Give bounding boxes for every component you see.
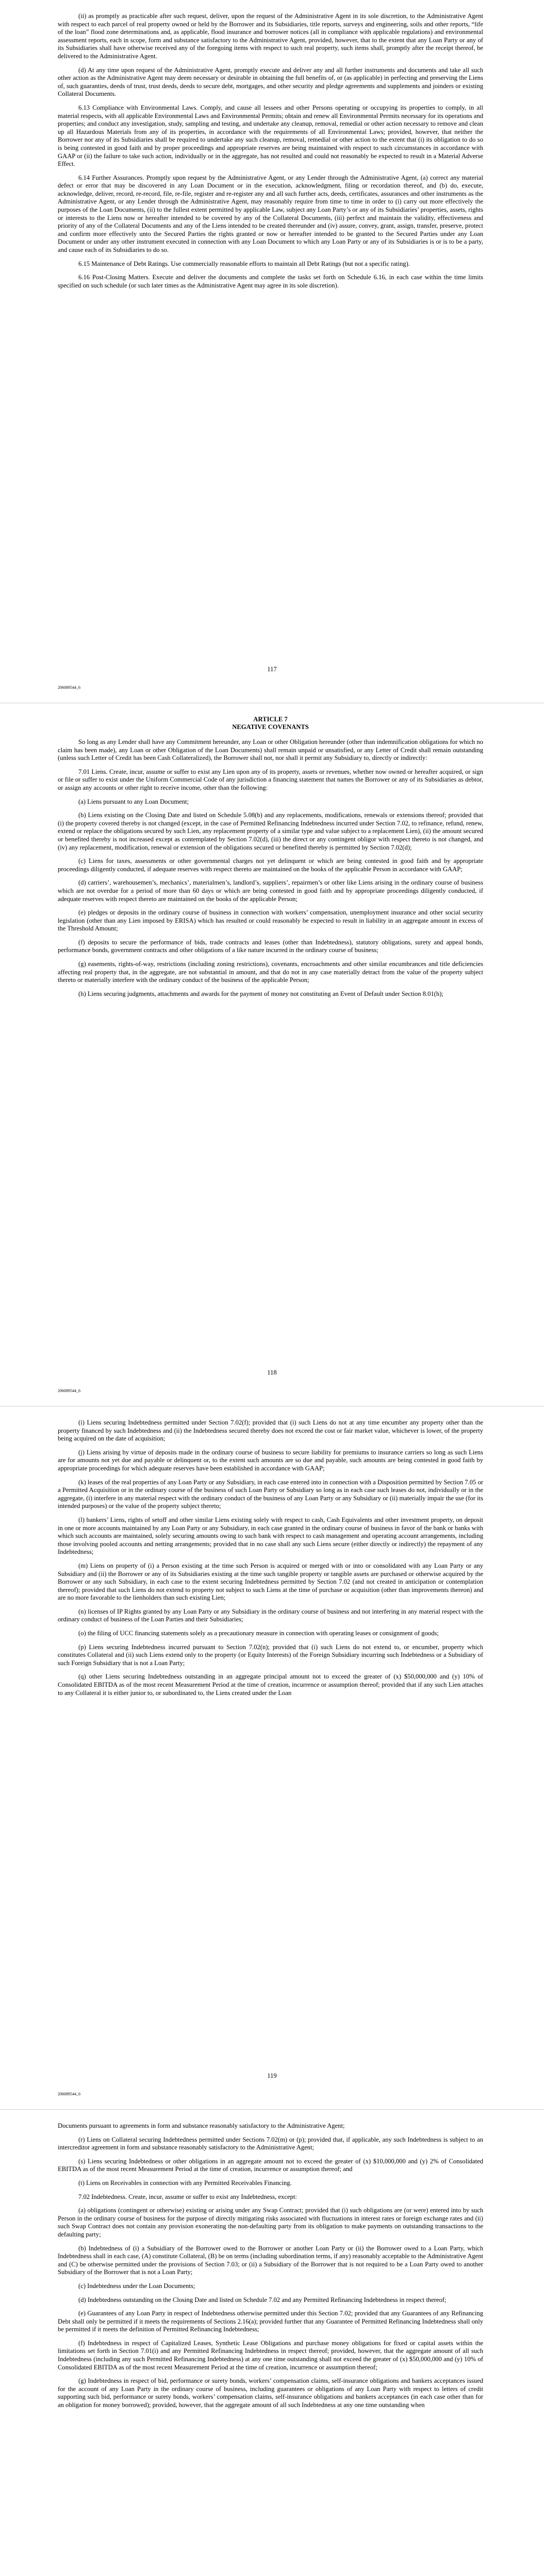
list-item: (c) Indebtedness under the Loan Documents; [78,2282,195,2290]
list-item: (k) leases of the real properties of any Loan Party or any Subsidiary, in each case entered into in connection with a Disposition permitted by Section 7.05 or a Permitted Acquisition or in the ordinary course of the business of such Loan Party or Subsidiary so long as in each case such leases do not, individually or in the aggregate, (i) interfere in any material respect with the ordinary conduct of the business of any Loan Party or any Subsidiary or (ii) materially impair the use (for its intended purposes) or the value of the property subject thereto; [58,1478,483,1510]
section-6-15: 6.15 Maintenance of Debt Ratings. Use commercially reasonable efforts to maintain all Debt Ratings (but not a specific rating). [78,260,410,267]
list-item: (f) Indebtedness in respect of Capitalized Leases, Synthetic Lease Obligations and purchase money obligations for fixed or capital assets within the limitations set forth in Section 7.01(i) and any Permitted Refinancing Indebtedness in respect thereof; provided, however, that the aggregate amount of all such Indebtedness (including any such Permitted Refinancing Indebtedness) at any one time outstanding shall not exceed the greater of (x) $50,000,000 and (y) 10% of Consolidated EBITDA as of the most recent Measurement Period at the time of creation, incurrence or assumption thereof; [58,2339,483,2371]
list-item: (n) licenses of IP Rights granted by any Loan Party or any Subsidiary in the ordinary course of business and not interfering in any material respect with the ordinary conduct of business of the Loan Parties and their Subsidiaries; [58,1607,483,1623]
list-item: (e) Guarantees of any Loan Party in respect of Indebtedness otherwise permitted under this Section 7.02; provided that any Guarantees of any Refinancing Debt shall only be permitted if it meets the requirements of Sections 2.16(a); provided further that any Guarantee of Permitted Refinancing Indebtedness shall only be permitted if it meets the definition of Permitted Refinancing Indebtedness; [58,2310,483,2333]
list-item: (d) carriers’, warehousemen’s, mechanics’, materialmen’s, landlord’s, suppliers’, repairmen’s or other like Liens arising in the ordinary course of business which are not overdue for a period of more than 60 days or which are being contested in good faith and by appropriate proceedings diligently conducted, if adequate reserves with respect thereto are maintained on the books of the applicable Person; [58,879,483,903]
section-6-16: 6.16 Post-Closing Matters. Execute and deliver the documents and complete the tasks set forth on Schedule 6.16, in each case within the time limits specified on such schedule (or such later times as the Administrative Agent may agree in its sole discretion). [58,274,483,289]
list-item: (g) easements, rights-of-way, restrictions (including zoning restrictions), covenants, encroachments and other similar encumbrances and title deficiencies affecting real property that, in the aggregate, are not substantial in amount, and that do not in any case materially detract from the value of the property subject thereto or materially interfere with the ordinary conduct of the business of the applicable Person; [58,960,483,984]
list-item: (g) Indebtedness in respect of bid, performance or surety bonds, workers’ compensation claims, self-insurance obligations and bankers acceptances issued for the account of any Loan Party in the ordinary course of business, including guarantees or obligations of any Loan Party with respect to letters of credit supporting such bid, performance or surety bonds, workers’ compensation claims, self-insurance obligations and bankers acceptances (in each case other than for an obligation for money borrowed); provided, however, that the aggregate amount of all such Indebtedness at any one time outstanding when [58,2377,483,2409]
list-item: (b) Indebtedness of (i) a Subsidiary of the Borrower owed to the Borrower or another Loan Party or (ii) the Borrower owed to a Loan Party, which Indebtedness shall in each case, (A) constitute Collateral, (B) be on terms (including subordination terms, if any) reasonably acceptable to the Administrative Agent and (C) be otherwise permitted under the provisions of Section 7.03; or (ii) a Subsidiary of the Borrower that is not required to be a Loan Party owed to another Subsidiary of the Borrower that is not a Loan Party; [58,2244,484,2276]
list-item: (l) bankers’ Liens, rights of setoff and other similar Liens existing solely with respect to cash, Cash Equivalents and other investment property, on deposit in one or more accounts maintained by any Loan Party or any Subsidiary, in each case granted in the ordinary course of business in favor of the bank or banks with which such accounts are maintained, solely securing amounts owing to such bank with respect to cash management and operating account arrangements, including those involving pooled accounts and netting arrangements; provided that in no case shall any such Liens secure (either directly or indirectly) the repayment of any Indebtedness; [58,1516,483,1556]
section-6-14: 6.14 Further Assurances. Promptly upon request by the Administrative Agent, or any Lender through the Administrative Agent, (a) correct any material defect or error that may be discovered in any Loan Document or in the execution, acknowledgment, filing or recordation thereof, and (b) do, execute, acknowledge, deliver, record, re-record, file, re-file, register and re-register any and all such further acts, deeds, certificates, assurances and other instruments as the Administrative Agent, or any Lender through the Administrative Agent, may reasonably require from time to time in order to (i) carry out more effectively the purposes of the Loan Documents, (ii) to the fullest extent permitted by applicable Law, subject any Loan Party’s or any of its Subsidiaries’ properties, assets, rights or interests to the Liens now or hereafter intended to be covered by any of the Collateral Documents, (iii) perfect and maintain the validity, effectiveness and priority of any of the Collateral Documents and any of the Liens intended to be created thereunder and (iv) assure, convey, grant, assign, transfer, preserve, protect and confirm more effectively unto the Secured Parties the rights granted or now or hereafter intended to be granted to the Secured Parties under any Loan Document or under any other instrument executed in connection with any Loan Document to which any Loan Party or any of its Subsidiaries is or is to be a party, and cause each of its Subsidiaries to do so. [58,174,483,254]
list-item: (d) Indebtedness outstanding on the Closing Date and listed on Schedule 7.02 and any Permitted Refinancing Indebtedness in respect thereof; [78,2296,447,2303]
paragraph: (ii) as promptly as practicable after such request, deliver, upon the request of the Administrative Agent in its sole discretion, to the Administrative Agent with respect to each parcel of real property owned or held by the Borrower and its Subsidiaries, title reports, surveys and engineering, soils and other reports, “life of the loan” flood zone determinations and, as applicable, flood insurance and borrower notices (all in compliance with applicable regulations) and environmental assessment reports, each in scope, form and substance satisfactory to the Administrative Agent, provided, however, that to the extent that any Loan Party or any of its Subsidiaries shall have otherwise received any of the foregoing items with respect to such real property, such items shall, promptly after the receipt thereof, be delivered to the Administrative Agent. [58,12,483,60]
article-title: ARTICLE 7 [253,716,288,723]
document-page-2 [0,703,544,1406]
document-page-1 [0,0,544,703]
list-item: (b) Liens existing on the Closing Date and listed on Schedule 5.08(b) and any replacements, modifications, renewals or extensions thereof; provided that (i) the property covered thereby is not changed (except, in the case of Permitted Refinancing Indebtedness incurred under Section 7.02, to refinance, refund, renew, extend or replace the obligations secured by such Lien, any replacement property of a similar type and value subject to a replacement Lien), (ii) the amount secured or benefited thereby is not increased except as contemplated by Section 7.02(d), (iii) the direct or any contingent obligor with respect thereto is not changed, and (iv) any replacement, modification, renewal or extension of the obligations secured or benefited thereby is permitted by Section 7.02(d); [58,811,483,851]
paragraph: So long as any Lender shall have any Commitment hereunder, any Loan or other Obligation hereunder (other than indemnification obligations for which no claim has been made), any Loan or other Obligation of the Loan Documents) shall remain unpaid or unsatisfied, or any Letter of Credit shall remain outstanding (unless such Letter of Credit has been Cash Collateralized), the Borrower shall not, nor shall it permit any Subsidiary to, directly or indirectly: [58,738,483,762]
paragraph: (d) At any time upon request of the Administrative Agent, promptly execute and deliver any and all further instruments and documents and take all such other action as the Administrative Agent may deem necessary or desirable in obtaining the full benefits of, or (as applicable) in perfecting and preserving the Liens of, such guaranties, deeds of trust, trust deeds, deeds to secure debt, mortgages, and other security and pledge agreements and supplements and joinders or existing Collateral Documents. [58,66,483,98]
list-item: (f) deposits to secure the performance of bids, trade contracts and leases (other than Indebtedness), statutory obligations, surety and appeal bonds, performance bonds, government contracts and other obligations of a like nature incurred in the ordinary course of business; [58,938,483,954]
list-item: (h) Liens securing judgments, attachments and awards for the payment of money not constituting an Event of Default under Section 8.01(h); [78,990,443,997]
section-7-02: 7.02 Indebtedness. Create, incur, assume or suffer to exist any Indebtedness, except: [78,2193,297,2200]
page-number: 118 [267,1369,277,1376]
list-item: (m) Liens on property of (i) a Person existing at the time such Person is acquired or merged with or into or consolidated with any Loan Party or any Subsidiary and (ii) the Borrower or any of its Subsidiaries existing at the time such tangible property or tangible assets are purchased or otherwise acquired by the Borrower or any such Subsidiary, in each case to the extent securing Indebtedness permitted by Section 7.02 (and not created in anticipation or contemplation thereof); provided that such Liens do not extend to property not subject to such Liens at the time of purchase or acquisition (other than improvements thereon) and are no more favorable to the lienholders than such existing Lien; [58,1562,483,1602]
paragraph: Documents pursuant to agreements in form and substance reasonably satisfactory to the Administrative Agent; [58,2122,345,2129]
list-item: (c) Liens for taxes, assessments or other governmental charges not yet delinquent or which are being contested in good faith and by appropriate proceedings diligently conducted, if adequate reserves with respect thereto are maintained on the books of the applicable Person in accordance with GAAP; [58,857,483,873]
article-subtitle: NEGATIVE COVENANTS [232,723,309,731]
list-item: (o) the filing of UCC financing statements solely as a precautionary measure in connection with operating leases or consignment of goods; [78,1630,439,1637]
section-6-13: 6.13 Compliance with Environmental Laws. Comply, and cause all lessees and other Persons operating or occupying its properties to comply, in all material respects, with all applicable Environmental Laws and Environmental Permits; obtain and renew all Environmental Permits necessary for its operations and properties; and conduct any investigation, study, sampling and testing, and undertake any cleanup, removal, remedial or other action necessary to remove and clean up all Hazardous Materials from any of its properties, in accordance with the requirements of all Environmental Laws; provided, however, that neither the Borrower nor any of its Subsidiaries shall be required to undertake any such cleanup, removal, remedial or other action to the extent that (i) its obligation to do so is being contested in good faith and by proper proceedings and appropriate reserves are being maintained with respect to such circumstances in accordance with GAAP or (ii) the failure to take such action, individually or in the aggregate, has not resulted and could not reasonably be expected to result in a Material Adverse Effect. [58,104,483,168]
section-7-01: 7.01 Liens. Create, incur, assume or suffer to exist any Lien upon any of its property, assets or revenues, whether now owned or hereafter acquired, or sign or file or suffer to exist under the Uniform Commercial Code of any jurisdiction a financing statement that names the Borrower or any of its Subsidiaries as debtor, or assign any accounts or other right to receive income, other than the following: [58,768,483,791]
list-item: (a) obligations (contingent or otherwise) existing or arising under any Swap Contract; provided that (i) such obligations are (or were) entered into by such Person in the ordinary course of business for the purpose of directly mitigating risks associated with fluctuations in interest rates or foreign exchange rates and (ii) such Swap Contract does not contain any provision exonerating the non-defaulting party from its obligation to make payments on outstanding transactions to the defaulting party; [58,2207,483,2238]
list-item: (j) Liens arising by virtue of deposits made in the ordinary course of business to secure liability for premiums to insurance carriers so long as such Liens are for amounts not yet due and payable or delinquent or, to the extent such amounts are so due and payable, such amounts are being contested in good faith by appropriate proceedings for which adequate reserves have been established in accordance with GAAP; [58,1448,483,1472]
list-item: (a) Liens pursuant to any Loan Document; [78,798,189,805]
list-item: (i) Liens securing Indebtedness permitted under Section 7.02(f); provided that (i) such Liens do not at any time encumber any property other than the property financed by such Indebtedness and (ii) the Indebtedness secured thereby does not exceed the cost or fair market value, whichever is lower, of the property being acquired on the date of acquisition; [58,1419,483,1443]
document-page-3 [0,1406,544,2110]
document-id: 206089544_6 [58,2092,80,2096]
list-item: (r) Liens on Collateral securing Indebtedness permitted under Sections 7.02(m) or (p); provided that, if applicable, any such Indebtedness is subject to an intercreditor agreement in form and substance reasonably satisfactory to the Administrative Agent; [58,2136,483,2151]
list-item: (p) Liens securing Indebtedness incurred pursuant to Section 7.02(n); provided that (i) such Liens do not extend to, or encumber, property which constitutes Collateral and (ii) such Liens extend only to the property (or Equity Interests) of the Foreign Subsidiary incurring such Indebtedness or a Subsidiary of such Foreign Subsidiary that is not a Loan Party; [58,1643,483,1667]
document-id: 206089544_6 [58,685,80,690]
document-page-4 [0,2110,544,2576]
page-number: 119 [267,2072,277,2079]
list-item: (q) other Liens securing Indebtedness outstanding in an aggregate principal amount not to exceed the greater of (x) $50,000,000 and (y) 10% of Consolidated EBITDA as of the most recent Measurement Period at the time of creation, incurrence or assumption thereof; provided that if any such Lien attaches to any Collateral it is either junior to, or subordinated to, the Liens created under the Loan [58,1673,483,1697]
list-item: (e) pledges or deposits in the ordinary course of business in connection with workers’ compensation, unemployment insurance and other social security legislation (other than any Lien imposed by ERISA) which has resulted or could reasonably be expected to result in liability in an aggregate amount in excess of the Threshold Amount; [58,909,483,933]
list-item: (t) Liens on Receivables in connection with any Permitted Receivables Financing. [78,2179,292,2187]
list-item: (s) Liens securing Indebtedness or other obligations in an aggregate amount not to exceed the greater of (x) $10,000,000 and (y) 2% of Consolidated EBITDA as of the most recent Measurement Period at the time of creation, incurrence or assumption thereof; and [58,2157,483,2173]
document-id: 206089544_6 [58,1388,80,1393]
page-number: 117 [267,666,277,673]
